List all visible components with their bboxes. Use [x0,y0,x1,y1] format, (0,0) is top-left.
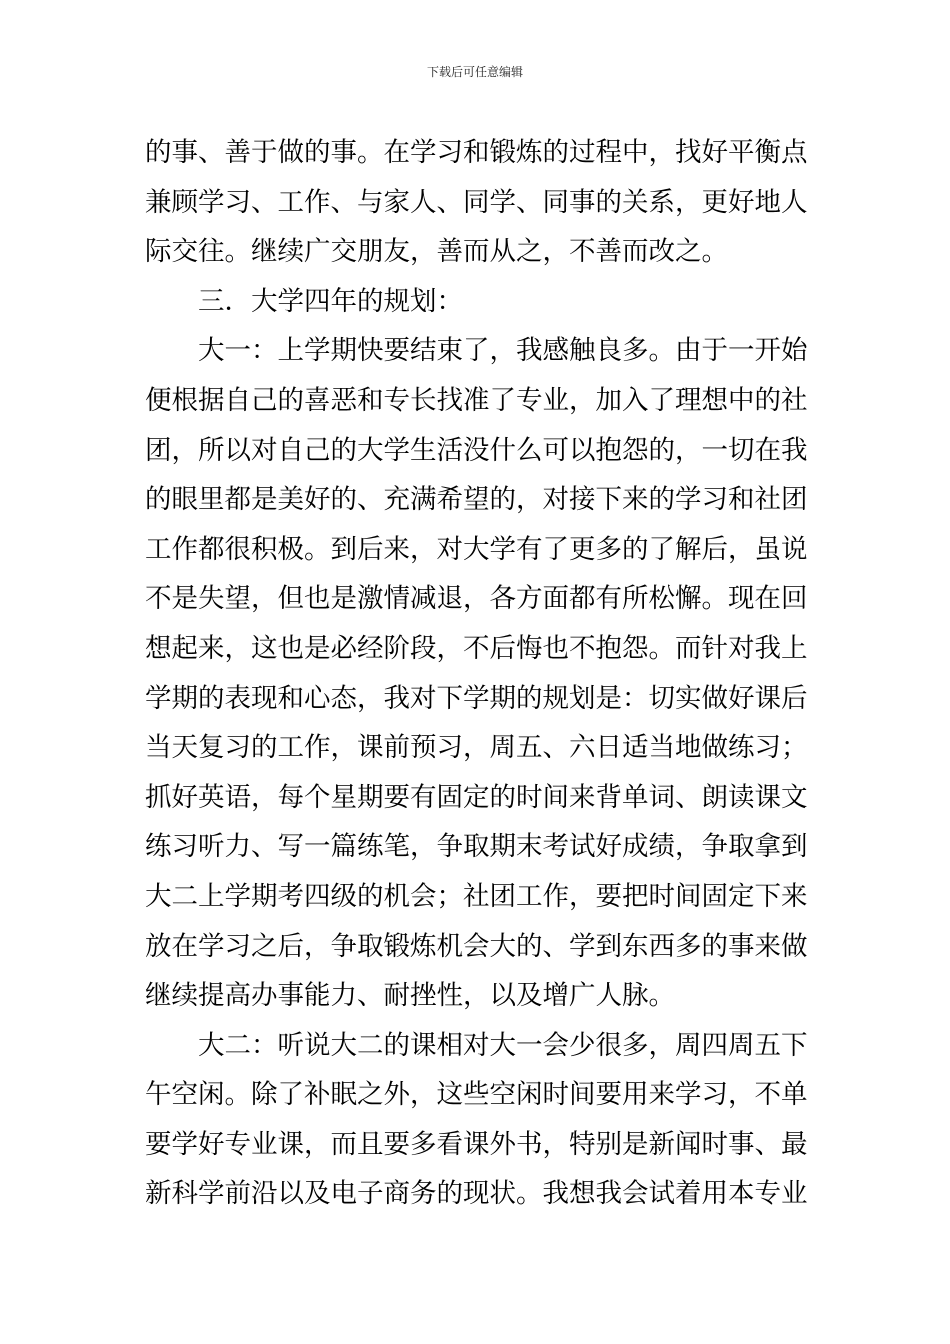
text-line: 不是失望，但也是激情减退，各方面都有所松懈。现在回 [145,583,808,615]
text-line: 想起来，这也是必经阶段，不后悔也不抱怨。而针对我上 [145,632,808,664]
text-line: 要学好专业课，而且要多看课外书，特别是新闻时事、最 [145,1128,808,1160]
text-line: 大一：上学期快要结束了，我感触良多。由于一开始 [198,335,808,367]
page-header-note: 下载后可任意编辑 [426,65,523,79]
text-line: 练习听力、写一篇练笔，争取期末考试好成绩，争取拿到 [145,831,808,863]
text-line: 大二：听说大二的课相对大一会少很多，周四周五下 [198,1029,808,1061]
text-line: 际交往。继续广交朋友，善而从之，不善而改之。 [145,236,728,268]
text-line: 的事、善于做的事。在学习和锻炼的过程中，找好平衡点 [145,137,808,168]
text-line: 抓好英语，每个星期要有固定的时间来背单词、朗读课文 [145,781,808,813]
text-line: 的眼里都是美好的、充满希望的，对接下来的学习和社团 [145,484,808,516]
text-line: 午空闲。除了补眠之外，这些空闲时间要用来学习，不单 [145,1079,808,1111]
text-line: 学期的表现和心态，我对下学期的规划是：切实做好课后 [145,682,808,714]
text-line: 团，所以对自己的大学生活没什么可以抱怨的，一切在我 [145,434,808,466]
text-line: 便根据自己的喜恶和专长找准了专业，加入了理想中的社 [145,384,808,416]
text-line: 当天复习的工作，课前预习，周五、六日适当地做练习； [145,732,808,764]
text-line: 工作都很积极。到后来，对大学有了更多的了解后，虽说 [145,533,808,565]
text-line: 继续提高办事能力、耐挫性，以及增广人脉。 [145,980,675,1012]
text-line: 大二上学期考四级的机会；社团工作，要把时间固定下来 [145,880,808,912]
document-body [145,128,810,1219]
text-line: 兼顾学习、工作、与家人、同学、同事的关系，更好地人 [145,186,808,218]
text-line: 新科学前沿以及电子商务的现状。我想我会试着用本专业 [145,1178,808,1210]
text-line: 放在学习之后，争取锻炼机会大的、学到东西多的事来做 [145,930,808,962]
text-line: 三．大学四年的规划： [198,285,463,317]
